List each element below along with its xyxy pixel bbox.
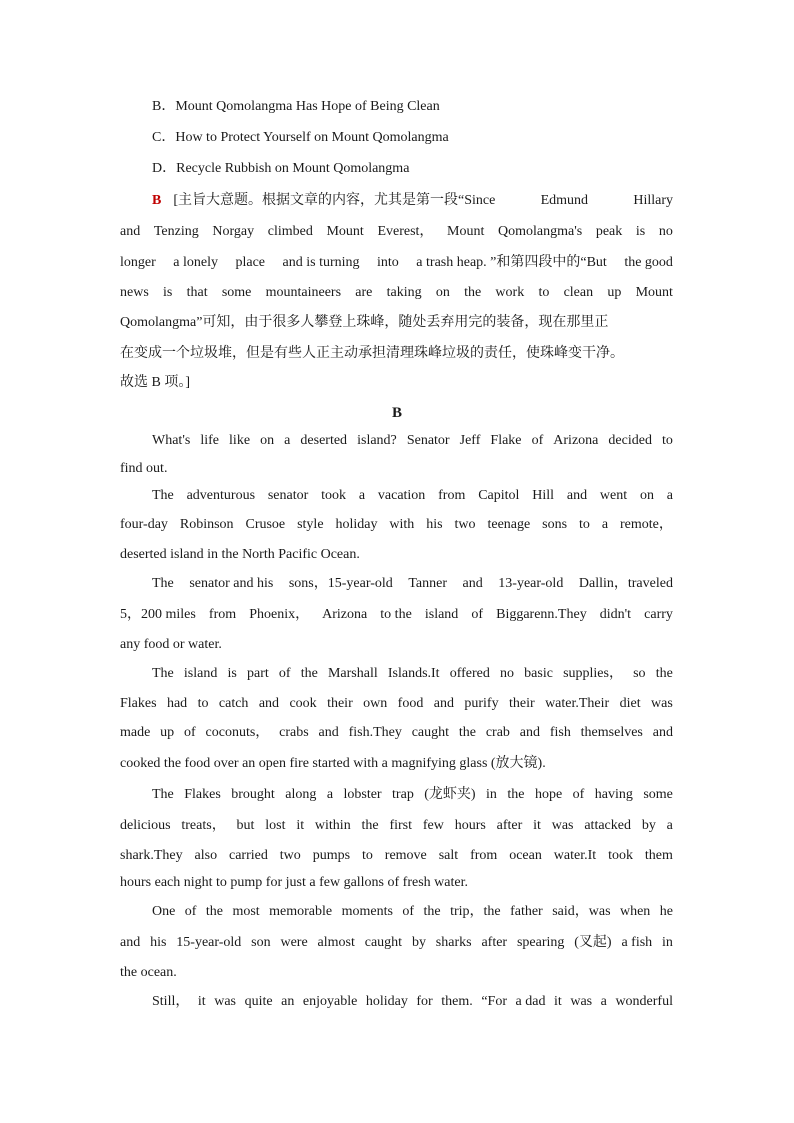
passage-word: of (402, 904, 415, 919)
passage-word: a (284, 433, 291, 448)
answer-word: Mount (447, 224, 485, 239)
option-text: C．How to Protect Yourself on Mount Qomolangma (152, 130, 449, 145)
passage-word: most (232, 904, 260, 919)
passage-line (152, 993, 673, 1011)
passage-word: water.Their (545, 696, 610, 711)
passage-word: basic (524, 666, 553, 681)
passage-word: Flakes (120, 696, 157, 711)
passage-word: sons (542, 517, 568, 532)
answer-word: and is turning (282, 255, 360, 270)
passage-word: and (120, 935, 141, 950)
passage-word: Arizona (553, 433, 599, 448)
passage-word: the (423, 904, 441, 919)
option-c (152, 129, 449, 147)
answer-word: Mount (326, 224, 364, 239)
passage-word: vacation (377, 488, 426, 503)
passage-word: father (510, 904, 543, 919)
passage-word: find out. (120, 461, 168, 476)
option-d (152, 160, 409, 178)
passage-line (120, 934, 673, 952)
passage-word: Crusoe (245, 517, 286, 532)
answer-word: are (355, 285, 373, 300)
answer-word: taking (386, 285, 422, 300)
passage-word: island? (357, 433, 397, 448)
passage-word: hours each night to pump for just a few gallons of fresh water. (120, 875, 468, 890)
answer-line-4 (120, 284, 673, 302)
answer-word: that (186, 285, 208, 300)
passage-word: cooked the food over an open fire started with a magnifying glass (放大镜). (120, 756, 546, 771)
passage-word: holiday (365, 994, 408, 1009)
answer-word: Qomolangma's (498, 224, 583, 239)
answer-line-1: B [主旨大意题。根据文章的内容，尤其是第一段“Since Edmund Hillary (152, 193, 673, 208)
passage-word: teenage (487, 517, 531, 532)
passage-word: 13-year-old (498, 576, 564, 591)
passage-word: sharks (435, 935, 472, 950)
passage-word: by (641, 818, 656, 833)
answer-word: place (235, 255, 266, 270)
answer-word: a lonely (173, 255, 218, 270)
passage-word: The (152, 666, 174, 681)
passage-word: an (281, 994, 295, 1009)
passage-word: after (481, 935, 508, 950)
passage-word: the (361, 818, 379, 833)
passage-word: crabs (279, 725, 309, 740)
passage-word: Biggarenn.They (496, 607, 587, 622)
passage-word: carry (644, 607, 673, 622)
passage-word: them. (441, 994, 473, 1009)
passage-word: in (486, 787, 497, 802)
passage-word: caught (411, 725, 450, 740)
passage-word: of (184, 725, 196, 740)
answer-line-1-lead: B [主旨大意题。根据文章的内容，尤其是第一段“Since (152, 193, 496, 208)
passage-line (120, 606, 673, 624)
passage-word: What's (152, 433, 191, 448)
answer-word: work (495, 285, 525, 300)
answer-word: a trash heap. ”和第四段中的“But (416, 255, 607, 270)
passage-word: Arizona (322, 607, 368, 622)
passage-word: of (471, 607, 484, 622)
passage-word: the (205, 904, 224, 919)
passage-word: wonderful (615, 994, 673, 1009)
passage-word: caught (364, 935, 403, 950)
answer-line-6 (120, 345, 673, 363)
passage-word: and (519, 725, 540, 740)
passage-word: own (363, 696, 388, 711)
passage-word: part (246, 666, 269, 681)
passage-word: crab (485, 725, 510, 740)
passage-word: Marshall (327, 666, 378, 681)
passage-word: of (184, 904, 197, 919)
passage-word: made (120, 725, 151, 740)
passage-word: almost (317, 935, 355, 950)
answer-word: is (163, 285, 173, 300)
passage-word: was (214, 994, 237, 1009)
passage-line (120, 546, 360, 564)
passage-word: and (462, 576, 483, 591)
passage-word: adventurous (186, 488, 256, 503)
passage-word: on (639, 488, 654, 503)
passage-word: four-day (120, 517, 168, 532)
passage-word: cook (289, 696, 317, 711)
passage-word: in (662, 935, 673, 950)
passage-word: took (321, 488, 347, 503)
passage-word: (叉起) (574, 935, 612, 950)
passage-word: food (397, 696, 424, 711)
passage-line (120, 695, 673, 713)
passage-word: catch (218, 696, 249, 711)
passage-line (120, 516, 673, 534)
passage-word: Phoenix， (249, 607, 310, 622)
passage-line (152, 665, 673, 683)
passage-word: were (280, 935, 308, 950)
passage-word: The (152, 787, 174, 802)
passage-word: a (358, 488, 366, 503)
passage-word: lobster (343, 787, 382, 802)
passage-word: having (594, 787, 633, 802)
passage-word: senator and his (189, 576, 274, 591)
passage-word: lost (265, 818, 286, 833)
answer-word: on (435, 285, 450, 300)
passage-word: hope (534, 787, 563, 802)
passage-line (152, 575, 673, 593)
passage-word: within (314, 818, 351, 833)
passage-word: (龙虾夹) (424, 787, 476, 802)
passage-word: it (296, 818, 305, 833)
passage-word: hours (454, 818, 486, 833)
answer-word: climbed (267, 224, 313, 239)
passage-word: purify (464, 696, 499, 711)
passage-word: from (208, 607, 237, 622)
passage-word: quite (244, 994, 273, 1009)
passage-word: to (662, 433, 673, 448)
passage-word: ocean (509, 848, 542, 863)
passage-word: shark.They (120, 848, 183, 863)
passage-line (152, 487, 673, 505)
passage-word: he (659, 904, 673, 919)
passage-word: and (318, 725, 339, 740)
passage-word: brought (231, 787, 275, 802)
answer-word: to (538, 285, 550, 300)
passage-word: was (651, 696, 673, 711)
passage-word: offered (449, 666, 490, 681)
passage-word: took (608, 848, 633, 863)
answer-line-2 (120, 223, 673, 241)
passage-word: holiday (335, 517, 378, 532)
passage-word: themselves (580, 725, 643, 740)
passage-word: by (411, 935, 426, 950)
passage-word: went (599, 488, 628, 503)
passage-word: trip，the (450, 904, 501, 919)
section-title: B (391, 405, 402, 421)
passage-word: diet (619, 696, 641, 711)
passage-word: style (297, 517, 324, 532)
passage-word: up (160, 725, 175, 740)
passage-word: pumps (312, 848, 351, 863)
passage-word: with (389, 517, 415, 532)
answer-word: 在变成一个垃圾堆，但是有些人正主动承担清理珠峰垃圾的责任，使珠峰变干净。 (120, 346, 624, 361)
passage-word: Dallin，traveled (578, 576, 673, 591)
passage-line (120, 874, 468, 892)
passage-word: 5，200 miles (120, 607, 196, 622)
passage-word: it (197, 994, 206, 1009)
passage-word: senator (267, 488, 309, 503)
passage-word: spearing (516, 935, 565, 950)
passage-word: decided (608, 433, 652, 448)
passage-word: 15-year-old (176, 935, 242, 950)
passage-word: Robinson (179, 517, 234, 532)
answer-word: longer (120, 255, 156, 270)
passage-word: no (500, 666, 515, 681)
answer-letter: B (152, 193, 162, 208)
passage-word: island (183, 666, 218, 681)
passage-word: trap (392, 787, 414, 802)
passage-word: enjoyable (302, 994, 358, 1009)
passage-word: and (258, 696, 280, 711)
passage-word: memorable (269, 904, 333, 919)
passage-word: Still， (152, 994, 190, 1009)
passage-word: deserted island in the North Pacific Ocean. (120, 547, 360, 562)
passage-word: from (438, 488, 466, 503)
passage-word: some (643, 787, 673, 802)
passage-word: remote， (619, 517, 673, 532)
passage-word: when (619, 904, 651, 919)
passage-word: the ocean. (120, 965, 177, 980)
answer-word: and (120, 224, 141, 239)
passage-line (120, 460, 167, 478)
answer-word: news (120, 285, 149, 300)
passage-line (120, 817, 673, 835)
passage-word: One (152, 904, 176, 919)
passage-word: to the (380, 607, 412, 622)
passage-word: after (496, 818, 523, 833)
passage-word: “For (481, 994, 507, 1009)
passage-word: two (279, 848, 301, 863)
answer-line-3 (120, 254, 673, 272)
passage-word: a (601, 517, 609, 532)
answer-word: peak (595, 224, 623, 239)
passage-word: of (572, 787, 585, 802)
passage-word: island (424, 607, 459, 622)
option-text: D．Recycle Rubbish on Mount Qomolangma (152, 161, 410, 176)
passage-word: their (509, 696, 535, 711)
answer-word: Mount (635, 285, 673, 300)
passage-word: is (227, 666, 237, 681)
passage-word: deserted (300, 433, 348, 448)
answer-word: is (635, 224, 646, 239)
passage-word: any food or water. (120, 637, 222, 652)
answer-line-7: 故选 B 项。] (120, 375, 190, 390)
passage-word: their (327, 696, 353, 711)
passage-word: like (229, 433, 251, 448)
passage-word: treats， (181, 818, 226, 833)
passage-word: two (454, 517, 476, 532)
passage-word: sons，15-year-old (288, 576, 393, 591)
answer-word: Tenzing (153, 224, 199, 239)
passage-line (120, 636, 222, 654)
passage-word: the (458, 725, 476, 740)
passage-word: Capitol (478, 488, 520, 503)
passage-word: life (200, 433, 219, 448)
passage-word: Tanner (408, 576, 447, 591)
passage-word: also (194, 848, 218, 863)
answer-word: up (607, 285, 622, 300)
passage-word: The (152, 488, 174, 503)
answer-word: into (377, 255, 399, 270)
passage-word: them (644, 848, 673, 863)
passage-word: The (152, 576, 174, 591)
passage-line (120, 755, 546, 773)
passage-line (120, 724, 673, 742)
passage-word: from (470, 848, 498, 863)
passage-word: for (416, 994, 433, 1009)
passage-word: said，was (552, 904, 611, 919)
passage-word: Senator (406, 433, 450, 448)
option-text: B．Mount Qomolangma Has Hope of Being Clean (152, 99, 440, 114)
passage-line (152, 432, 673, 450)
passage-word: remove (384, 848, 427, 863)
passage-word: was (570, 994, 593, 1009)
passage-word: his (150, 935, 167, 950)
passage-word: fish (549, 725, 571, 740)
option-b (152, 98, 440, 116)
passage-word: and (652, 725, 673, 740)
passage-word: to (579, 517, 590, 532)
passage-word: a (600, 994, 607, 1009)
passage-line (152, 903, 673, 921)
passage-word: Jeff (459, 433, 481, 448)
passage-word: Islands.It (387, 666, 440, 681)
answer-word: no (658, 224, 673, 239)
passage-word: salt (438, 848, 459, 863)
passage-word: was (551, 818, 574, 833)
passage-word: moments (341, 904, 393, 919)
passage-word: first (389, 818, 413, 833)
passage-word: to (197, 696, 209, 711)
passage-word: a fish (621, 935, 653, 950)
passage-word: of (278, 666, 291, 681)
passage-word: a (666, 818, 673, 833)
answer-line-5 (120, 314, 673, 332)
passage-word: and (433, 696, 454, 711)
passage-word: carried (229, 848, 268, 863)
passage-word: and (566, 488, 588, 503)
passage-word: so (633, 666, 646, 681)
answer-word: some (221, 285, 252, 300)
passage-word: son (251, 935, 271, 950)
answer-word: the (464, 285, 482, 300)
answer-word: mountaineers (265, 285, 342, 300)
passage-word: Flake (490, 433, 522, 448)
passage-word: the (300, 666, 318, 681)
answer-word: Norgay (212, 224, 255, 239)
passage-word: it (554, 994, 562, 1009)
passage-word: his (426, 517, 443, 532)
passage-word: Hill (532, 488, 555, 503)
passage-word: a (326, 787, 334, 802)
passage-word: delicious (120, 818, 171, 833)
answer-word: clean (563, 285, 594, 300)
passage-word: along (285, 787, 317, 802)
passage-word: to (361, 848, 373, 863)
passage-word: few (422, 818, 444, 833)
passage-word: on (260, 433, 275, 448)
passage-word: coconuts， (205, 725, 270, 740)
answer-word: Everest， (377, 224, 434, 239)
answer-word: Qomolangma”可知，由于很多人攀登上珠峰，随处丢弃用完的装备，现在那里正 (120, 315, 609, 330)
passage-word: it (533, 818, 541, 833)
answer-word: the good (624, 255, 673, 270)
passage-word: but (236, 818, 255, 833)
passage-word: the (655, 666, 673, 681)
passage-word: a (666, 488, 673, 503)
passage-word: a dad (515, 994, 546, 1009)
passage-word: fish.They (348, 725, 402, 740)
passage-word: Flakes (184, 787, 221, 802)
passage-word: water.It (553, 848, 597, 863)
passage-word: supplies， (563, 666, 623, 681)
passage-line (120, 964, 177, 982)
passage-word: attacked (584, 818, 631, 833)
passage-word: the (507, 787, 525, 802)
passage-word: didn't (599, 607, 632, 622)
passage-line (120, 847, 673, 865)
passage-word: of (531, 433, 544, 448)
passage-word: had (166, 696, 188, 711)
passage-line (152, 786, 673, 804)
